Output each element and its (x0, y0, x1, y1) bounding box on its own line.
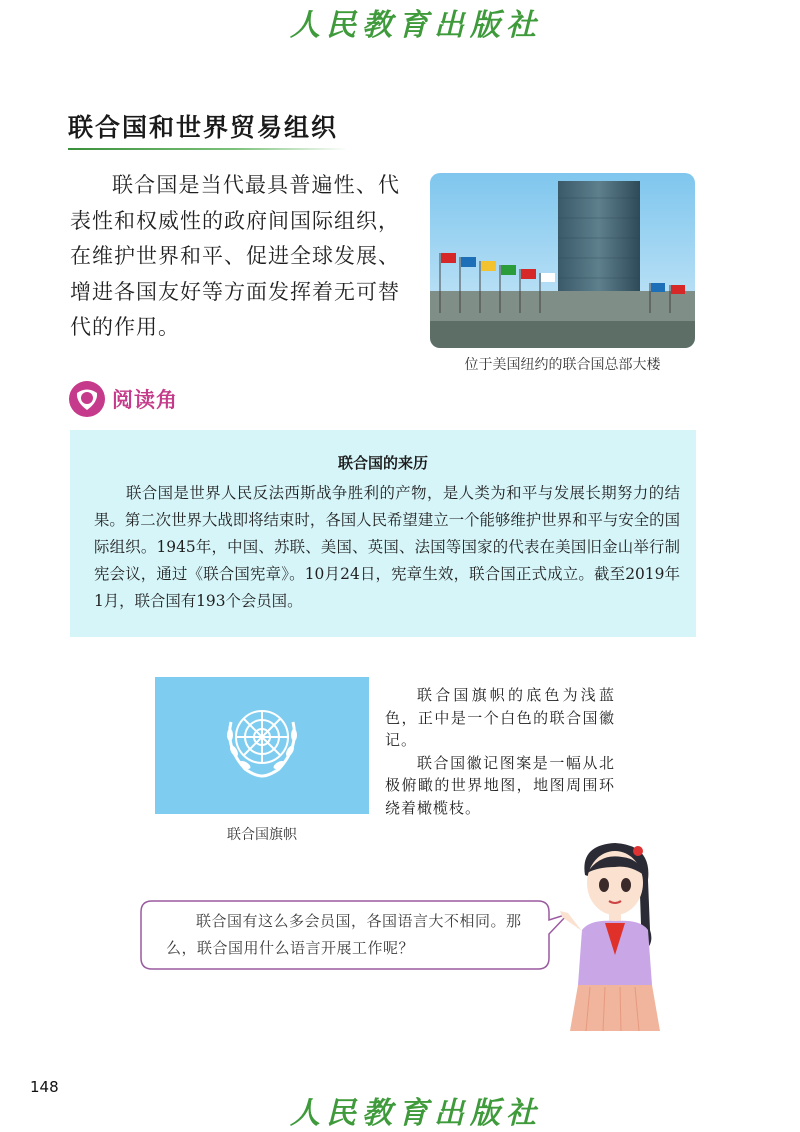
flag-description-2: 联合国徽记图案是一幅从北极俯瞰的世界地图，地图周围环绕着橄榄枝。 (385, 753, 615, 817)
student-girl-illustration (560, 835, 670, 1045)
page-number: 148 (30, 1078, 59, 1096)
photo-caption: 位于美国纽约的联合国总部大楼 (464, 357, 661, 373)
reading-box-text: 联合国是世界人民反法西斯战争胜利的产物，是人类为和平与发展长期努力的结果。第二次世界大战即将结束时，各国人民希望建立一个能够维护世界和平与安全的国际组织。1945年，中国、苏联、美国、英国、法国等国家的代表在美国旧金山举行制宪会议，通过《联合国宪章》。10月24日，宪章生效，联合国正式成立。截至2019年1月，联合国有193个会员国。 (94, 484, 680, 610)
un-headquarters-photo (430, 173, 695, 348)
reading-box-title: 联合国的来历 (337, 454, 428, 472)
flag-description-1: 联合国旗帜的底色为浅蓝色，正中是一个白色的联合国徽记。 (385, 686, 615, 749)
reading-box (70, 430, 696, 637)
reading-corner-label: 阅读角 (112, 388, 178, 412)
flag-description (385, 684, 615, 819)
speech-bubble-text: 联合国有这么多会员国，各国语言大不相同。那么，联合国用什么语言开展工作呢？ (166, 912, 522, 957)
un-flag (155, 677, 369, 814)
section-title: 联合国和世界贸易组织 (68, 113, 339, 142)
publisher-logo-top: 人民教育出版社 (290, 8, 542, 43)
flag-caption: 联合国旗帜 (227, 827, 297, 843)
title-underline (68, 148, 348, 150)
intro-paragraph: 联合国是当代最具普遍性、代表性和权威性的政府间国际组织，在维护世界和平、促进全球发展、增进各国友好等方面发挥着无可替代的作用。 (70, 173, 400, 339)
publisher-logo-bottom: 人民教育出版社 (290, 1096, 542, 1131)
reading-corner-icon (68, 380, 106, 418)
